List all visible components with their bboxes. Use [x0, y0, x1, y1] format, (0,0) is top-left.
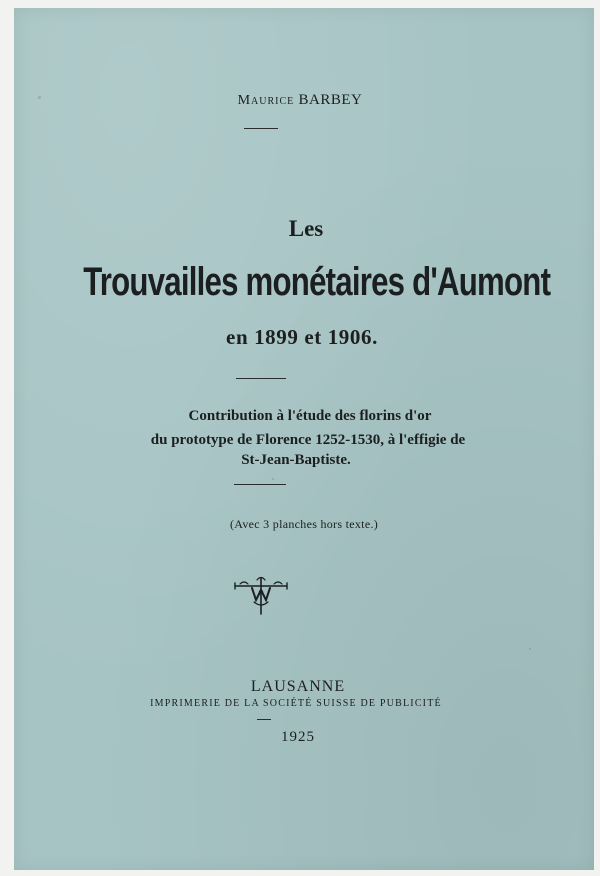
subtitle-line-1: Contribution à l'étude des florins d'or: [188, 408, 432, 424]
imprint-city: LAUSANNE: [250, 678, 346, 695]
divider-rule: [257, 719, 271, 720]
subtitle-line-2: du prototype de Florence 1252-1530, à l'effigie de: [150, 432, 466, 448]
divider-rule: [236, 378, 286, 379]
paper-speck: [529, 648, 531, 650]
paper-speck: [272, 478, 274, 480]
book-cover: [14, 8, 594, 870]
imprint-printer: IMPRIMERIE DE LA SOCIÉTÉ SUISSE DE PUBLICITÉ: [150, 698, 442, 709]
author-last-name: BARBEY: [298, 92, 363, 108]
title-article: Les: [288, 216, 324, 241]
printer-mark-ornament-icon: [232, 574, 290, 618]
author-first-name: Maurice: [237, 93, 295, 108]
divider-rule: [244, 128, 278, 129]
plates-note: (Avec 3 planches hors texte.): [229, 517, 379, 531]
paper-speck: [38, 96, 41, 99]
title-years: en 1899 et 1906.: [226, 325, 378, 349]
author-name: [10, 92, 590, 109]
subtitle-line-3: St-Jean-Baptiste.: [241, 452, 351, 468]
divider-rule: [234, 484, 286, 485]
page-title: Trouvailles monétaires d'Aumont: [83, 260, 551, 304]
imprint-year: 1925: [281, 729, 315, 745]
